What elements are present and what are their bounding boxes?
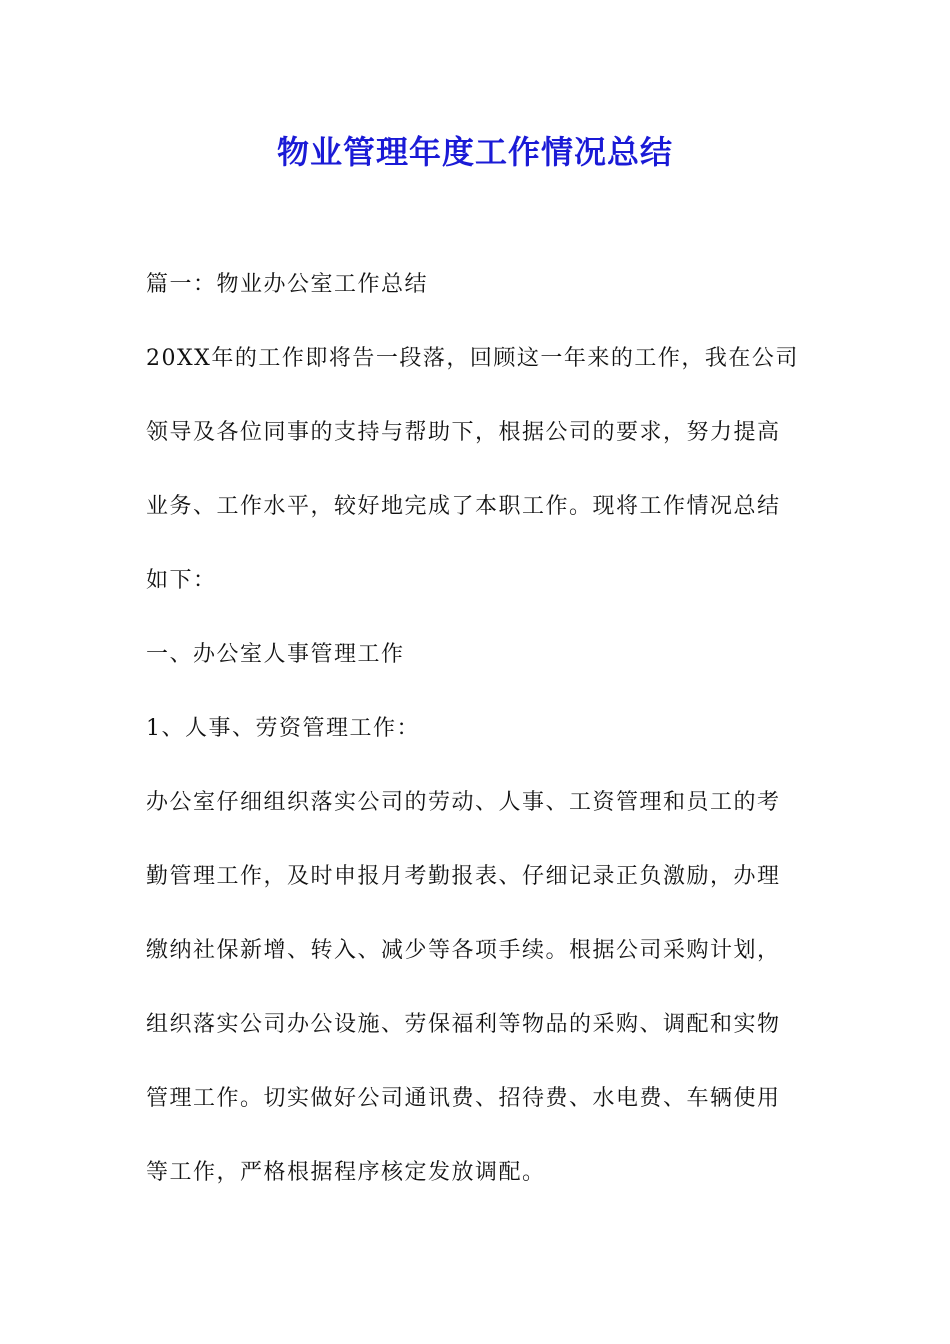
paragraph-line: 领导及各位同事的支持与帮助下，根据公司的要求，努力提高	[146, 420, 781, 445]
document-body	[146, 248, 806, 1210]
subsection-heading: 一、办公室人事管理工作	[146, 642, 405, 667]
paragraph-line: 办公室仔细组织落实公司的劳动、人事、工资管理和员工的考	[146, 790, 781, 815]
item-heading: 1、人事、劳资管理工作：	[146, 716, 420, 741]
document-title: 物业管理年度工作情况总结	[276, 133, 673, 171]
paragraph-line: 如下：	[146, 568, 217, 593]
paragraph-line: 缴纳社保新增、转入、减少等各项手续。根据公司采购计划，	[146, 938, 781, 963]
paragraph-line: 组织落实公司办公设施、劳保福利等物品的采购、调配和实物	[146, 1012, 781, 1037]
paragraph-line: 勤管理工作，及时申报月考勤报表、仔细记录正负激励，办理	[146, 864, 781, 889]
paragraph-line: 业务、工作水平，较好地完成了本职工作。现将工作情况总结	[146, 494, 781, 519]
paragraph-line: 等工作，严格根据程序核定发放调配。	[146, 1160, 546, 1185]
paragraph-line: 管理工作。切实做好公司通讯费、招待费、水电费、车辆使用	[146, 1086, 781, 1111]
section-heading: 篇一：物业办公室工作总结	[146, 272, 429, 297]
paragraph-line: 20XX年的工作即将告一段落，回顾这一年来的工作，我在公司	[146, 346, 799, 371]
